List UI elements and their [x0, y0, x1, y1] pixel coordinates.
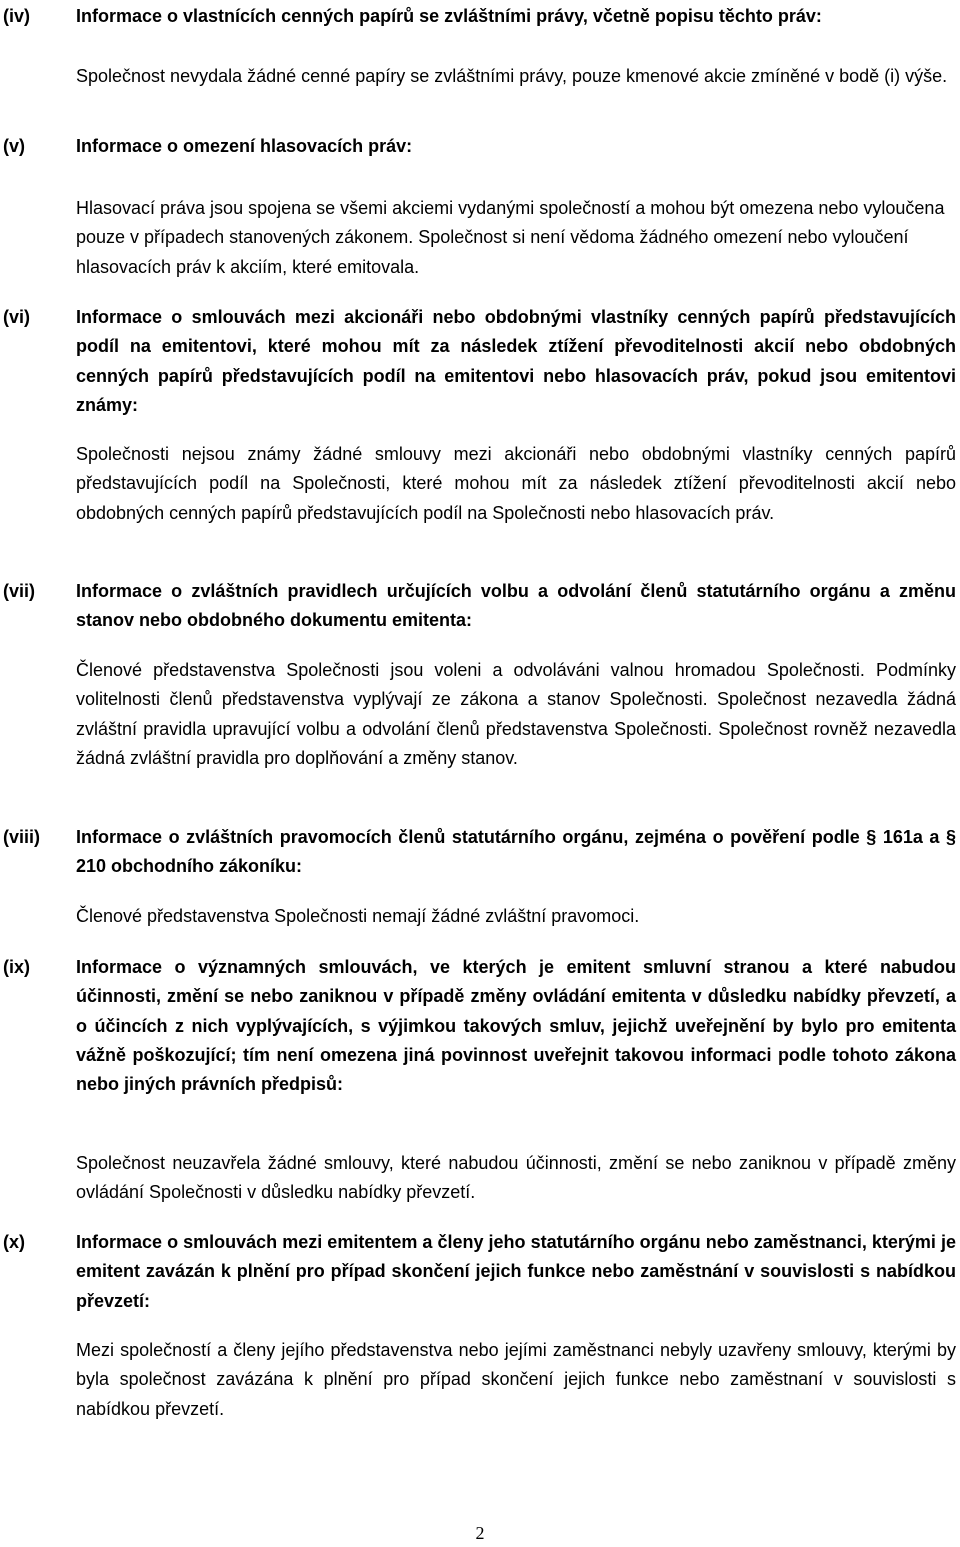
section-number: (vii) — [3, 581, 36, 601]
section-number: (viii) — [3, 827, 41, 847]
section-heading: Informace o významných smlouvách, ve kterých je emitent smluvní stranou a které nabudou účinnosti, změní se nebo zaniknou v případě změny ovládání emitenta v důsledku nabídky převzetí, a o účincích z nich vyplývajících, s výjimkou takových smluv, jejichž uveřejnění by bylo pro emitenta vážně poškozující; tím není omezena jiná povinnost uveřejnit takovou informaci podle tohoto zákona nebo jiných právních předpisů: — [76, 957, 956, 1095]
section-body: Členové představenstva Společnosti jsou voleni a odvoláváni valnou hromadou Společnosti. Podmínky volitelnosti členů představenstva vyplývají ze zákona a stanov Společnosti. Společnost nezavedla žádná zvláštní pravidla upravující volbu a odvolání členů představenstva Společnosti. Společnost rovněž nezavedla žádná zvláštní pravidla pro doplňování a změny stanov. — [76, 660, 956, 768]
section-body: Hlasovací práva jsou spojena se všemi akciemi vydanými společností a mohou být omezena nebo vyloučena pouze v případech stanovených zákonem. Společnost si není vědoma žádného omezení nebo vyloučení hlasovacích práv k akciím, které emitovala. — [76, 198, 945, 277]
section-number: (x) — [3, 1232, 25, 1252]
section-number: (v) — [3, 136, 25, 156]
section-body: Mezi společností a členy jejího představenstva nebo jejími zaměstnanci nebyly uzavřeny smlouvy, kterými by byla společnost zavázána k plnění pro případ skončení jejich funkce nebo zaměstnaní v souvislosti s nabídkou převzetí. — [76, 1340, 956, 1419]
section-heading: Informace o zvláštních pravomocích členů statutárního orgánu, zejména o pověření podle § 161a a § 210 obchodního zákoníku: — [76, 827, 956, 877]
section-heading: Informace o smlouvách mezi akcionáři nebo obdobnými vlastníky cenných papírů představujících podíl na emitentovi, které mohou mít za následek ztížení převoditelnosti akcií nebo obdobných cenných papírů představujících podíl na emitentovi nebo hlasovacích práv, pokud jsou emitentovi známy: — [76, 307, 956, 415]
page-number: 2 — [475, 1523, 485, 1543]
section-body: Společnost neuzavřela žádné smlouvy, které nabudou účinnosti, změní se nebo zaniknou v případě změny ovládání Společnosti v důsledku nabídky převzetí. — [76, 1153, 956, 1203]
section-number: (vi) — [3, 307, 30, 327]
section-heading: Informace o zvláštních pravidlech určujících volbu a odvolání členů statutárního orgánu a změnu stanov nebo obdobného dokumentu emitenta: — [76, 581, 956, 631]
section-body: Členové představenstva Společnosti nemají žádné zvláštní pravomoci. — [76, 906, 640, 926]
section-body: Společnost nevydala žádné cenné papíry se zvláštními právy, pouze kmenové akcie zmíněné v bodě (i) výše. — [76, 66, 948, 86]
section-number: (iv) — [3, 6, 30, 26]
section-heading: Informace o smlouvách mezi emitentem a členy jeho statutárního orgánu nebo zaměstnanci, kterými je emitent zavázán k plnění pro případ skončení jejich funkce nebo zaměstnání v souvislosti s nabídkou převzetí: — [76, 1232, 956, 1311]
section-body: Společnosti nejsou známy žádné smlouvy mezi akcionáři nebo obdobnými vlastníky cenných papírů představujících podíl na Společnosti, které mohou mít za následek ztížení převoditelnosti akcií nebo obdobných cenných papírů představujících podíl na Společnosti nebo hlasovacích práv. — [76, 444, 956, 523]
section-heading: Informace o omezení hlasovacích práv: — [76, 136, 413, 156]
section-number: (ix) — [3, 957, 30, 977]
section-heading: Informace o vlastnících cenných papírů se zvláštními právy, včetně popisu těchto práv: — [76, 6, 822, 26]
